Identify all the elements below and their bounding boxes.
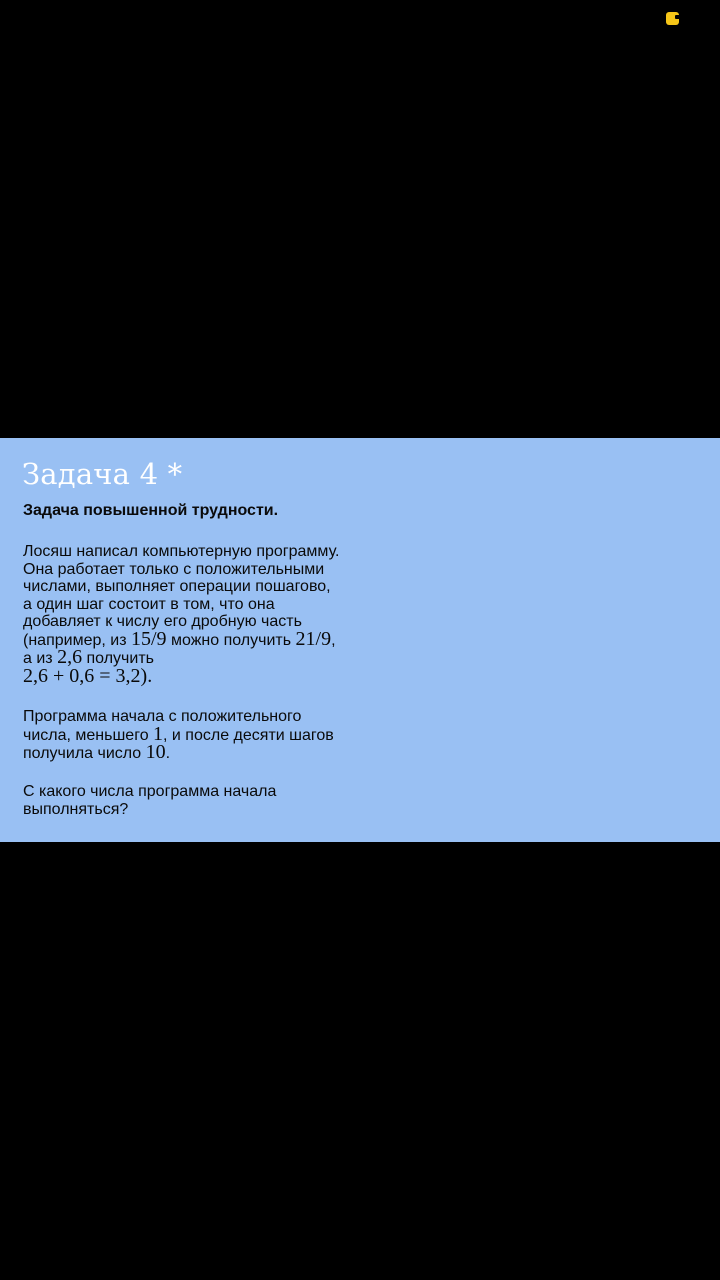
text-fragment: можно получить bbox=[166, 631, 296, 649]
text-fragment: а из bbox=[23, 650, 58, 667]
text-line: выполняться? bbox=[23, 800, 129, 818]
text-fragment: получить bbox=[82, 650, 154, 667]
text-line: добавляет к числу его дробную часть bbox=[23, 613, 302, 630]
text-line: а один шаг состоит в том, что она bbox=[23, 595, 275, 613]
math-equation: 2,6 + 0,6 = 3,2). bbox=[23, 664, 153, 687]
app-badge-icon[interactable] bbox=[666, 12, 679, 25]
text-line: Лосяш написал компьютерную программу. bbox=[23, 543, 340, 560]
text-line: числами, выполняет операции пошагово, bbox=[23, 578, 331, 595]
math-number: 2,6 bbox=[57, 646, 83, 668]
text-fragment: , bbox=[331, 631, 336, 649]
text-line: Программа начала с положительного bbox=[23, 708, 302, 725]
math-number: 1 bbox=[153, 722, 164, 745]
text-fragment: числа, меньшего bbox=[23, 726, 154, 744]
problem-statement bbox=[23, 543, 339, 685]
text-fragment: получила число bbox=[23, 745, 146, 762]
problem-condition bbox=[23, 708, 334, 763]
text-fragment: , и после десяти шагов bbox=[163, 726, 334, 744]
math-fraction: 15/9 bbox=[130, 627, 167, 650]
math-number: 10 bbox=[145, 741, 166, 763]
problem-question bbox=[23, 783, 276, 818]
text-line: С какого числа программа начала bbox=[23, 783, 277, 800]
text-fragment: (например, из bbox=[23, 631, 131, 649]
text-line: Она работает только с положительными bbox=[23, 560, 325, 578]
math-fraction: 21/9 bbox=[295, 627, 332, 650]
text-line bbox=[23, 741, 334, 763]
text-fragment: . bbox=[165, 745, 171, 762]
task-subtitle: Задача повышенной трудности. bbox=[23, 502, 279, 519]
text-line bbox=[23, 722, 334, 745]
task-title: Задача 4 * bbox=[22, 457, 183, 491]
